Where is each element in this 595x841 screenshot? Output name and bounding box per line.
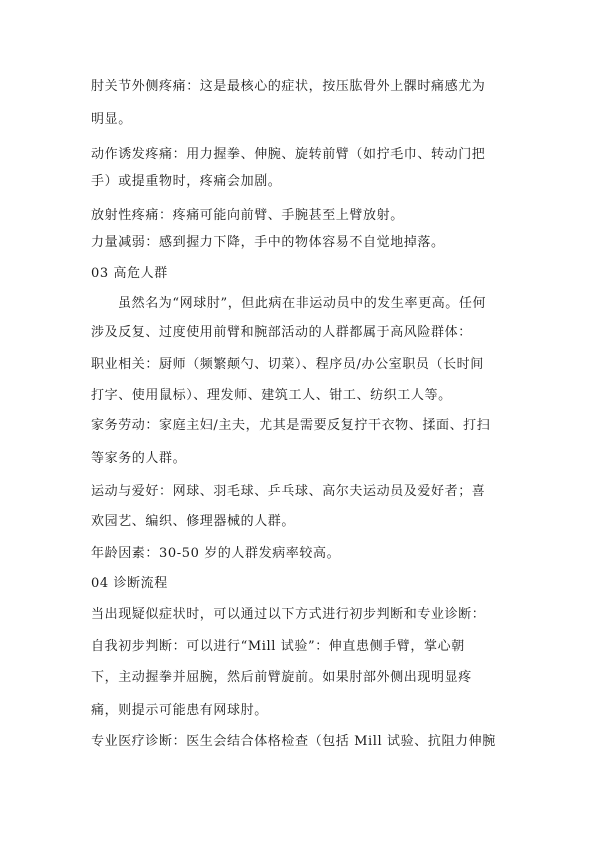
self-check-line-1: 自我初步判断：可以进行“Mill 试验”：伸直患侧手臂，掌心朝 <box>91 639 465 654</box>
diagnosis-intro-line: 当出现疑似症状时，可以通过以下方式进行初步判断和专业诊断： <box>91 607 486 622</box>
self-check-line-2: 下，主动握拳并屈腕，然后前臂旋前。如果肘部外侧出现明显疼 <box>91 670 472 685</box>
section-heading-04: 04 诊断流程 <box>91 576 168 591</box>
symptom-line-6: 力量减弱：感到握力下降，手中的物体容易不自觉地掉落。 <box>91 235 445 250</box>
occupation-line-1: 职业相关：厨师（频繁颠勺、切菜）、程序员/办公室职员（长时间 <box>91 357 484 372</box>
occupation-line-2: 打字、使用鼠标）、理发师、建筑工人、钳工、纺织工人等。 <box>91 388 452 403</box>
housework-line-2: 等家务的人群。 <box>91 451 187 466</box>
risk-intro-line-2: 涉及反复、过度使用前臂和腕部活动的人群都属于高风险群体： <box>91 325 472 340</box>
symptom-line-2: 明显。 <box>91 112 132 127</box>
medical-diagnosis-line-1: 专业医疗诊断：医生会结合体格检查（包括 Mill 试验、抗阻力伸腕 <box>91 734 496 749</box>
sports-line-1: 运动与爱好：网球、羽毛球、乒乓球、高尔夫运动员及爱好者；喜 <box>91 484 486 499</box>
section-heading-03: 03 高危人群 <box>91 266 168 281</box>
age-line: 年龄因素：30-50 岁的人群发病率较高。 <box>91 546 341 561</box>
risk-intro-line-1: 虽然名为“网球肘”，但此病在非运动员中的发生率更高。任何 <box>118 296 487 311</box>
symptom-line-1: 肘关节外侧疼痛：这是最核心的症状，按压肱骨外上髁时痛感尤为 <box>91 79 486 94</box>
symptom-line-3: 动作诱发疼痛：用力握拳、伸腕、旋转前臂（如拧毛巾、转动门把 <box>91 147 486 162</box>
self-check-line-3: 痛，则提示可能患有网球肘。 <box>91 703 268 718</box>
symptom-line-4: 手）或提重物时，疼痛会加剧。 <box>91 174 282 189</box>
housework-line-1: 家务劳动：家庭主妇/主夫，尤其是需要反复拧干衣物、揉面、打扫 <box>91 418 491 433</box>
sports-line-2: 欢园艺、编织、修理器械的人群。 <box>91 514 296 529</box>
symptom-line-5: 放射性疼痛：疼痛可能向前臂、手腕甚至上臂放射。 <box>91 208 404 223</box>
